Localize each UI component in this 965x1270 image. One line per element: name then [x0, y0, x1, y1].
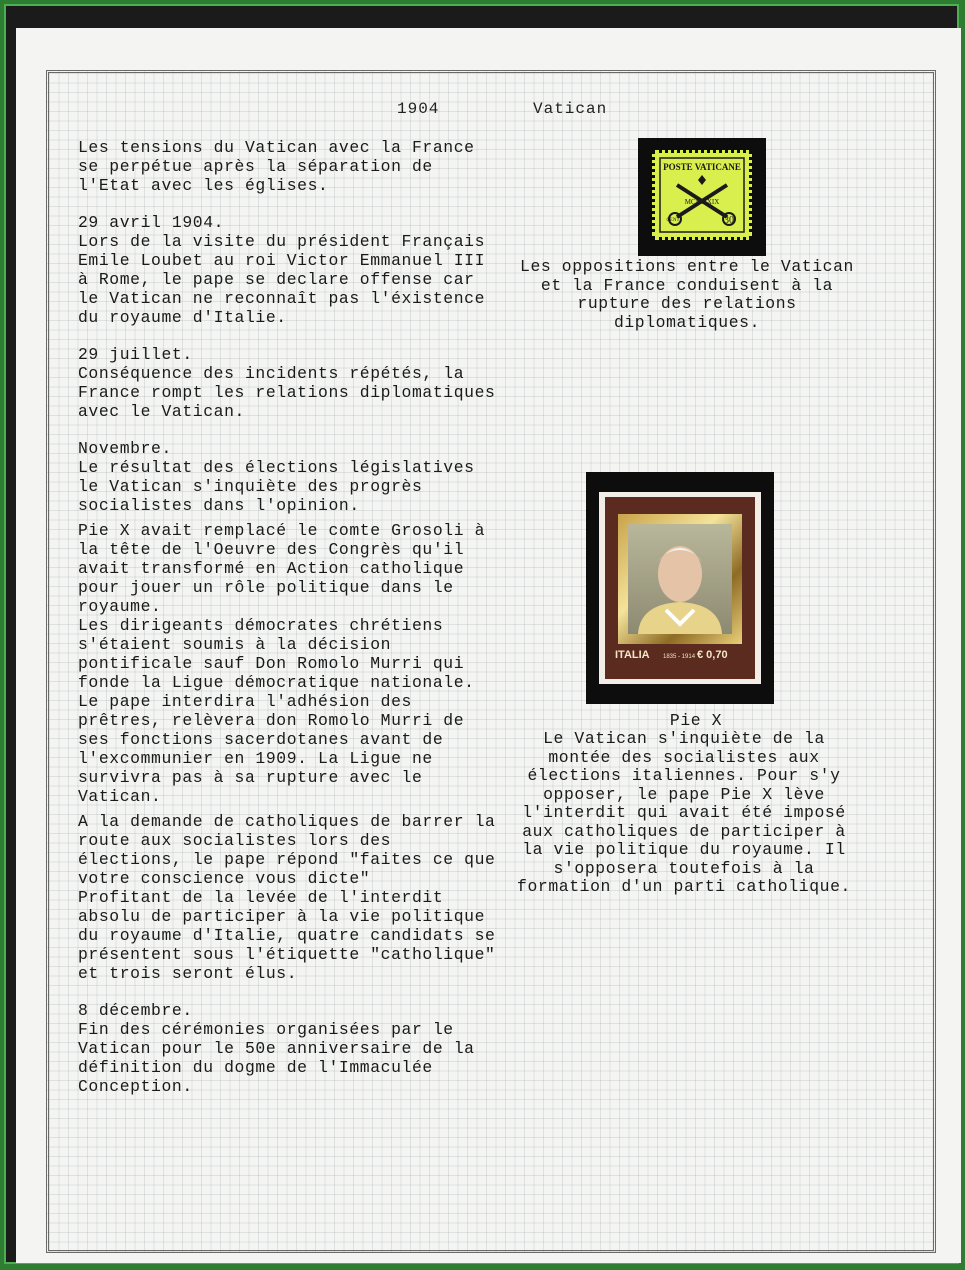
stamp2-value: € 0,70 [697, 649, 728, 661]
stamp1-title: POSTE VATICANE [663, 162, 741, 172]
stamp1-caption: Les oppositions entre le Vatican et la France conduisent à la rupture des relations diplomatiques. [520, 257, 854, 332]
paragraph-november: Novembre. Le résultat des élections législatives le Vatican s'inquiète des progrès socialistes dans l'opinion. [78, 439, 475, 515]
stamp1-value: 30 [724, 215, 734, 226]
stamp2-caption: Le Vatican s'inquiète de la montée des socialistes aux élections italiennes. Pour s'y opposer, le pape Pie X lève l'interdit qui avait été imposé aux catholiques de participer à la vie politique du royaume. Il s'opposera toutefois à la formation d'un parti catholique. [517, 729, 851, 896]
paragraph-pie-x: Pie X avait remplacé le comte Grosoli à la tête de l'Oeuvre des Congrès qu'il avait transformé en Action catholique pour jouer un rôle politique dans le royaume. Les dirigeants démocrates chrétiens s'étaient soumis à la décision pontificale sauf Don Romolo Murri qui fonde la Ligue démocratique nationale. Le pape interdira l'adhésion des prêtres, relèvera don Romolo Murri de ses fonctions sacerdotanes avant de l'excommunier en 1909. La Ligue ne survivra pas à sa rupture avec le Vatican. [78, 521, 486, 806]
stamp2-title: Pie X [669, 711, 723, 730]
paragraph-december: 8 décembre. Fin des cérémonies organisées par le Vatican pour le 50e anniversaire de la définition du dogme de l'Immaculée Conception. [78, 1001, 475, 1096]
crossed-keys-icon [659, 157, 745, 233]
stamp2-gold-frame [618, 514, 742, 644]
stamp-italia-pie-x [599, 492, 761, 684]
stamp1-year: MCMXXIX [684, 198, 720, 206]
portrait-pie-x-image [628, 524, 732, 634]
stamp-poste-vaticane [652, 150, 752, 240]
stamp-mount-vatican [638, 138, 766, 256]
paragraph-july: 29 juillet. Conséquence des incidents répétés, la France rompt les relations diplomatiques avec le Vatican. [78, 345, 496, 421]
left-text-column [78, 138, 498, 1096]
paragraph-april: 29 avril 1904. Lors de la visite du président Français Emile Loubet au roi Victor Emmanuel III à Rome, le pape se declare offense car le Vatican ne reconnaît pas l'éxistence du royaume d'Italie. [78, 213, 486, 327]
paragraph-intro: Les tensions du Vatican avec la France se perpétue après la séparation de l'Etat avec les églises. [78, 138, 475, 195]
stamp2-country: ITALIA [615, 649, 650, 661]
stamp1-currency: CENT [666, 218, 680, 223]
page-year: 1904 [397, 100, 440, 118]
stamp-mount-italia [586, 472, 774, 704]
stamp2-years: 1835 - 1914 [663, 654, 696, 660]
paragraph-elections: A la demande de catholiques de barrer la route aux socialistes lors des élections, le pape répond "faites ce que votre conscience vous dicte" Profitant de la levée de l'interdit absolu de participer à la vie politique du royaume d'Italie, quatre candidats se présentent sous l'étiquette "catholique" et trois seront élus. [78, 812, 496, 983]
page-country: Vatican [533, 100, 608, 118]
